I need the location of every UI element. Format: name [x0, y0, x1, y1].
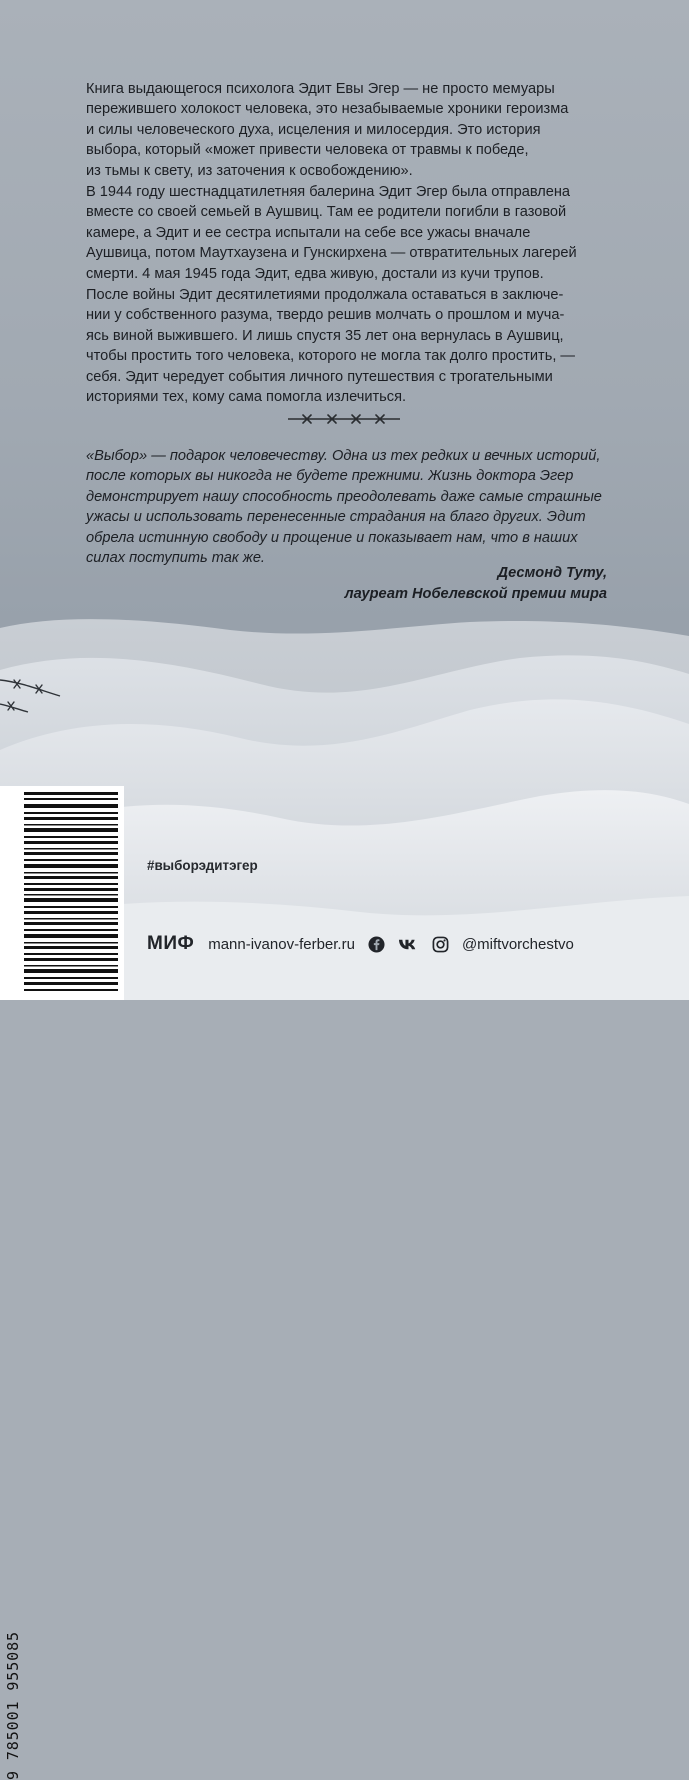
vk-icon[interactable] [398, 936, 419, 953]
barbed-wire-divider [288, 412, 400, 426]
facebook-icon[interactable] [368, 936, 385, 953]
publisher-website-link[interactable]: mann-ivanov-ferber.ru [208, 935, 355, 953]
isbn-barcode [0, 786, 124, 1780]
publisher-logo: МИФ [147, 933, 195, 954]
publisher-footer [147, 932, 574, 956]
quote-author: Десмонд Туту, лауреат Нобелевской премии мира [344, 565, 607, 602]
description-paragraph-2: В 1944 году шестнадцатилетняя балерина Эдит Эгер была отправлена вместе со своей семьей в Аушвиц. Там ее родители погибли в газовой камере, а Эдит и ее сестра испытали на себе все ужасы вначале Аушвица, потом Маутхаузена и Гунскирхена — отвратительных лагерей смерти. 4 мая 1945 года Эдит, едва живую, достали из кучи трупов. [86, 184, 577, 282]
instagram-icon[interactable] [432, 936, 449, 953]
isbn-digits: 9 785001 955085 [4, 1631, 22, 1780]
barcode-bars [0, 786, 124, 1000]
description-paragraph-3: После войны Эдит десятилетиями продолжала оставаться в заключе- нии у собственного разума, твердо решив молчать о прошлом и муча- ясь виной выжившего. И лишь спустя 35 лет она вернулась в Аушвиц, чтобы простить того человека, которого не могла так долго простить, — себя. Эдит чередует события личного путешествия с трогательными историями тех, кому сама помогла излечиться. [86, 287, 576, 406]
hashtag: #выборэдитэгер [147, 858, 258, 873]
description-paragraph-1: Книга выдающегося психолога Эдит Евы Эгер — не просто мемуары пережившего холокост человека, это незабываемые хроники героизма и силы человеческого духа, исцеления и милосердия. Это история выбора, который «может привести человека от травмы к победе, из тьмы к свету, из заточения к освобождению». [86, 81, 569, 179]
review-quote: «Выбор» — подарок человечеству. Одна из тех редких и вечных историй, после которых вы никогда не будете прежними. Жизнь доктора Эгер демонстрирует нашу способность преодолевать даже самые страшные ужасы и использовать перенесенные страдания на благо других. Эдит обрела истинную свободу и прощение и показывает нам, что в наших силах поступить так же. [86, 448, 602, 567]
social-handle[interactable]: @miftvorchestvo [461, 935, 574, 953]
